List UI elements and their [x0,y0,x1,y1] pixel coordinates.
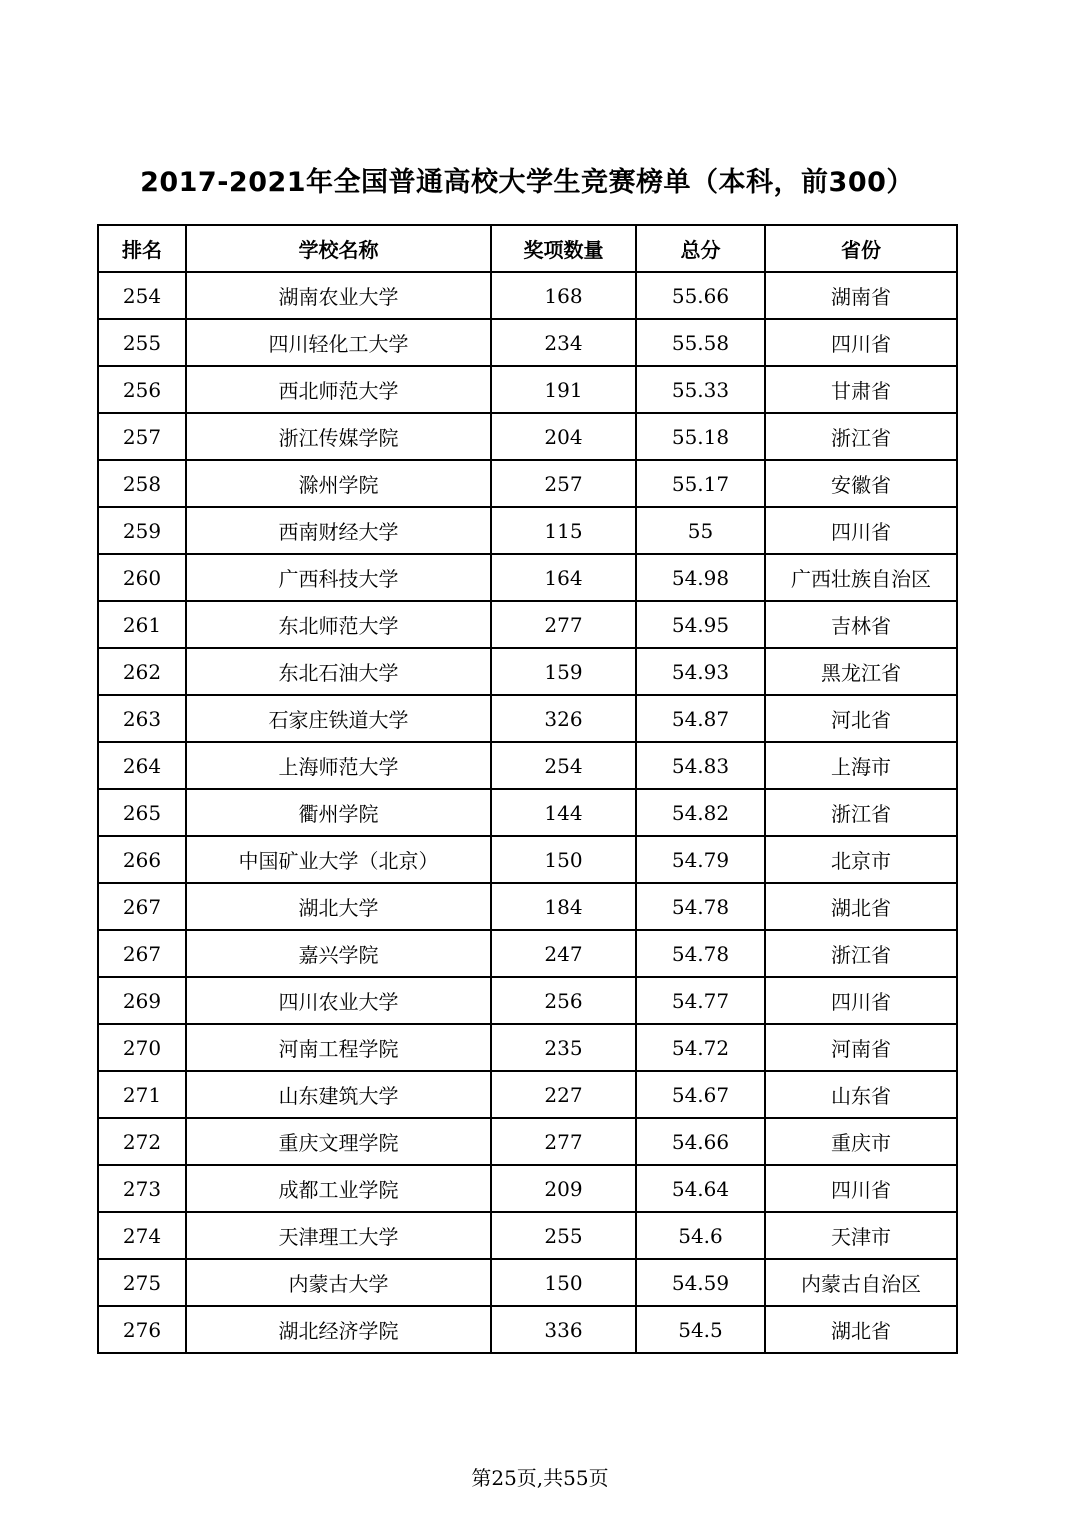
rank-cell: 271 [98,1071,186,1118]
table-row [98,930,957,977]
award-count-cell: 277 [491,601,636,648]
rank-cell: 266 [98,836,186,883]
ranking-table [97,224,958,1354]
school-name-cell: 四川农业大学 [186,977,491,1024]
award-count-cell: 164 [491,554,636,601]
total-score-cell: 54.93 [636,648,765,695]
school-name-cell: 东北石油大学 [186,648,491,695]
rank-cell: 267 [98,883,186,930]
school-name-cell: 湖北经济学院 [186,1306,491,1353]
table-row [98,1118,957,1165]
award-count-cell: 256 [491,977,636,1024]
rank-cell: 255 [98,319,186,366]
school-name-cell: 重庆文理学院 [186,1118,491,1165]
province-cell: 重庆市 [765,1118,957,1165]
table-body [98,272,957,1353]
province-cell: 四川省 [765,977,957,1024]
rank-cell: 269 [98,977,186,1024]
school-name-cell: 西南财经大学 [186,507,491,554]
total-score-cell: 54.59 [636,1259,765,1306]
province-cell: 内蒙古自治区 [765,1259,957,1306]
award-count-cell: 254 [491,742,636,789]
table-row [98,789,957,836]
rank-cell: 263 [98,695,186,742]
award-count-cell: 184 [491,883,636,930]
award-count-cell: 227 [491,1071,636,1118]
total-score-cell: 54.82 [636,789,765,836]
province-cell: 四川省 [765,319,957,366]
province-cell: 山东省 [765,1071,957,1118]
table-row [98,601,957,648]
award-count-cell: 257 [491,460,636,507]
rank-cell: 276 [98,1306,186,1353]
award-count-cell: 115 [491,507,636,554]
header-award-count: 奖项数量 [491,225,636,272]
school-name-cell: 内蒙古大学 [186,1259,491,1306]
award-count-cell: 247 [491,930,636,977]
school-name-cell: 广西科技大学 [186,554,491,601]
province-cell: 湖北省 [765,1306,957,1353]
rank-cell: 257 [98,413,186,460]
province-cell: 河北省 [765,695,957,742]
award-count-cell: 150 [491,836,636,883]
table-row [98,1259,957,1306]
school-name-cell: 衢州学院 [186,789,491,836]
award-count-cell: 234 [491,319,636,366]
total-score-cell: 54.98 [636,554,765,601]
total-score-cell: 54.6 [636,1212,765,1259]
award-count-cell: 235 [491,1024,636,1071]
school-name-cell: 嘉兴学院 [186,930,491,977]
school-name-cell: 山东建筑大学 [186,1071,491,1118]
province-cell: 浙江省 [765,930,957,977]
school-name-cell: 东北师范大学 [186,601,491,648]
table-row [98,1306,957,1353]
total-score-cell: 54.87 [636,695,765,742]
table-row [98,648,957,695]
table-row [98,883,957,930]
total-score-cell: 55.66 [636,272,765,319]
province-cell: 四川省 [765,507,957,554]
school-name-cell: 天津理工大学 [186,1212,491,1259]
province-cell: 北京市 [765,836,957,883]
table-row [98,366,957,413]
table-row [98,554,957,601]
total-score-cell: 54.5 [636,1306,765,1353]
school-name-cell: 石家庄铁道大学 [186,695,491,742]
province-cell: 安徽省 [765,460,957,507]
province-cell: 吉林省 [765,601,957,648]
school-name-cell: 浙江传媒学院 [186,413,491,460]
rank-cell: 262 [98,648,186,695]
rank-cell: 264 [98,742,186,789]
rank-cell: 275 [98,1259,186,1306]
table-row [98,977,957,1024]
rank-cell: 270 [98,1024,186,1071]
award-count-cell: 326 [491,695,636,742]
total-score-cell: 54.64 [636,1165,765,1212]
table-row [98,1212,957,1259]
province-cell: 广西壮族自治区 [765,554,957,601]
award-count-cell: 159 [491,648,636,695]
province-cell: 甘肃省 [765,366,957,413]
table-header-row [98,225,957,272]
province-cell: 四川省 [765,1165,957,1212]
total-score-cell: 54.77 [636,977,765,1024]
table-row [98,319,957,366]
province-cell: 湖南省 [765,272,957,319]
rank-cell: 259 [98,507,186,554]
rank-cell: 267 [98,930,186,977]
school-name-cell: 中国矿业大学（北京） [186,836,491,883]
school-name-cell: 湖北大学 [186,883,491,930]
province-cell: 湖北省 [765,883,957,930]
school-name-cell: 湖南农业大学 [186,272,491,319]
school-name-cell: 四川轻化工大学 [186,319,491,366]
school-name-cell: 河南工程学院 [186,1024,491,1071]
table-row [98,507,957,554]
table-row [98,836,957,883]
school-name-cell: 西北师范大学 [186,366,491,413]
rank-cell: 254 [98,272,186,319]
award-count-cell: 336 [491,1306,636,1353]
table-row [98,413,957,460]
total-score-cell: 54.66 [636,1118,765,1165]
table-row [98,1024,957,1071]
table-row [98,1165,957,1212]
school-name-cell: 上海师范大学 [186,742,491,789]
province-cell: 天津市 [765,1212,957,1259]
header-school-name: 学校名称 [186,225,491,272]
rank-cell: 265 [98,789,186,836]
table-row [98,460,957,507]
header-total-score: 总分 [636,225,765,272]
rank-cell: 260 [98,554,186,601]
school-name-cell: 成都工业学院 [186,1165,491,1212]
province-cell: 河南省 [765,1024,957,1071]
table-row [98,742,957,789]
total-score-cell: 55 [636,507,765,554]
award-count-cell: 209 [491,1165,636,1212]
award-count-cell: 255 [491,1212,636,1259]
page-title: 2017-2021年全国普通高校大学生竞赛榜单（本科，前300） [140,167,914,198]
table-row [98,695,957,742]
table-row [98,272,957,319]
header-rank: 排名 [98,225,186,272]
rank-cell: 272 [98,1118,186,1165]
total-score-cell: 54.95 [636,601,765,648]
province-cell: 上海市 [765,742,957,789]
header-province: 省份 [765,225,957,272]
rank-cell: 274 [98,1212,186,1259]
total-score-cell: 55.58 [636,319,765,366]
rank-cell: 273 [98,1165,186,1212]
rank-cell: 261 [98,601,186,648]
rank-cell: 258 [98,460,186,507]
table-row [98,1071,957,1118]
award-count-cell: 168 [491,272,636,319]
award-count-cell: 204 [491,413,636,460]
school-name-cell: 滁州学院 [186,460,491,507]
total-score-cell: 54.78 [636,930,765,977]
total-score-cell: 54.78 [636,883,765,930]
award-count-cell: 144 [491,789,636,836]
award-count-cell: 150 [491,1259,636,1306]
total-score-cell: 54.83 [636,742,765,789]
province-cell: 黑龙江省 [765,648,957,695]
total-score-cell: 55.33 [636,366,765,413]
total-score-cell: 54.72 [636,1024,765,1071]
award-count-cell: 277 [491,1118,636,1165]
province-cell: 浙江省 [765,789,957,836]
province-cell: 浙江省 [765,413,957,460]
page-footer: 第25页,共55页 [471,1466,609,1490]
award-count-cell: 191 [491,366,636,413]
total-score-cell: 55.18 [636,413,765,460]
total-score-cell: 54.79 [636,836,765,883]
total-score-cell: 54.67 [636,1071,765,1118]
rank-cell: 256 [98,366,186,413]
total-score-cell: 55.17 [636,460,765,507]
